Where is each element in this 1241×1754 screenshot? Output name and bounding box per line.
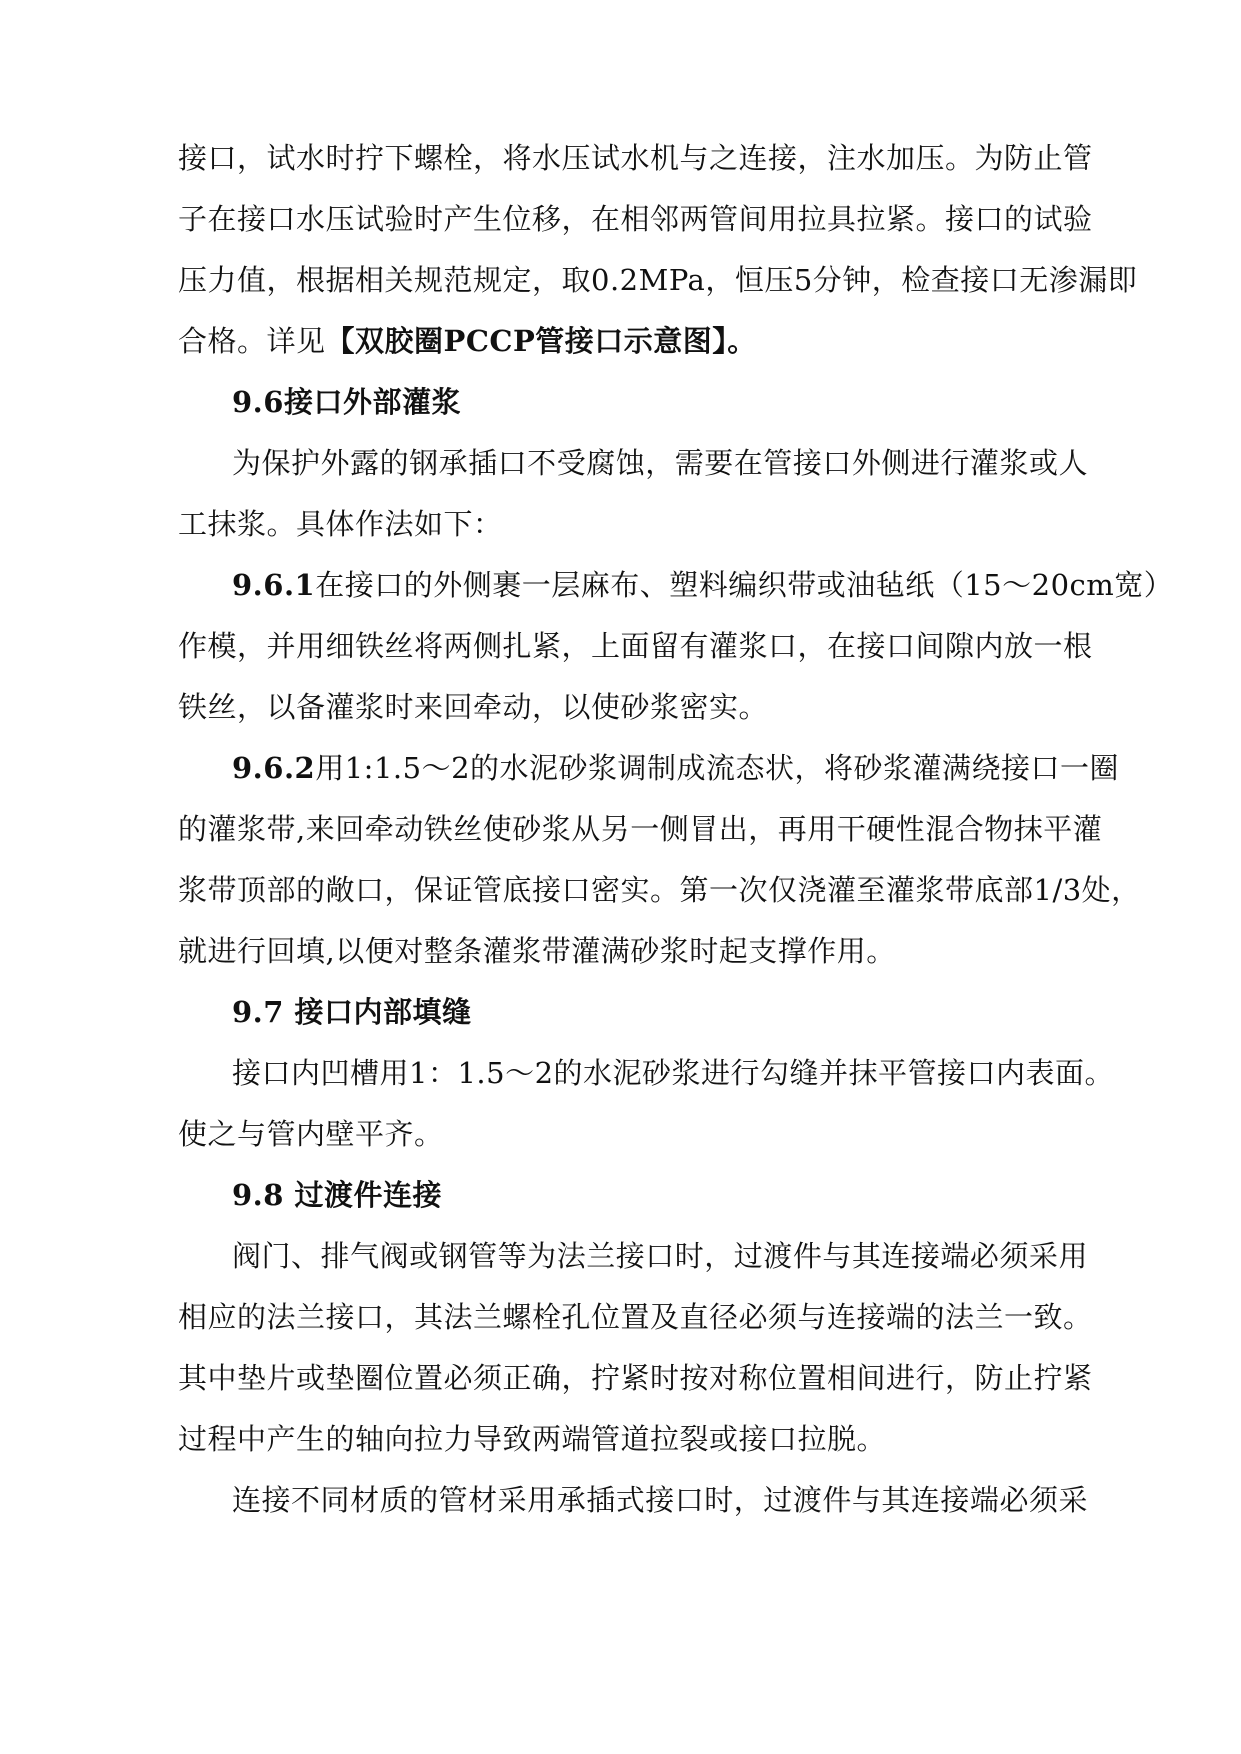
section-heading-9-7: 9.7 接口内部填缝 bbox=[232, 995, 472, 1029]
para1-line4 bbox=[178, 321, 1088, 361]
para5-line1: 连接不同材质的管材采用承插式接口时，过渡件与其连接端必须采 bbox=[232, 1483, 1088, 1517]
para961-line2: 作模，并用细铁丝将两侧扎紧，上面留有灌浆口，在接口间隙内放一根 bbox=[178, 629, 1093, 663]
para962-line2: 的灌浆带,来回牵动铁丝使砂浆从另一侧冒出，再用干硬性混合物抹平灌 bbox=[178, 812, 1103, 846]
para4-line2: 相应的法兰接口，其法兰螺栓孔位置及直径必须与连接端的法兰一致。 bbox=[178, 1300, 1093, 1334]
section-heading-9-6: 9.6接口外部灌浆 bbox=[232, 385, 461, 419]
para4-line3: 其中垫片或垫圈位置必须正确，拧紧时按对称位置相间进行，防止拧紧 bbox=[178, 1361, 1093, 1395]
para961-line1-text: 在接口的外侧裹一层麻布、塑料编织带或油毡纸（15～20cm宽） bbox=[315, 568, 1174, 602]
para2-line2: 工抹浆。具体作法如下： bbox=[178, 507, 503, 541]
para3-line2: 使之与管内壁平齐。 bbox=[178, 1117, 444, 1151]
figure-reference: 【双胶圈PCCP管接口示意图】。 bbox=[325, 324, 757, 358]
para1-line4-text: 合格。详见 bbox=[178, 324, 326, 358]
para1-line3: 压力值，根据相关规范规定，取0.2MPa，恒压5分钟，检查接口无渗漏即 bbox=[178, 263, 1138, 297]
clause-number-9-6-2: 9.6.2 bbox=[232, 751, 316, 785]
para962-line1 bbox=[232, 748, 1120, 788]
para1-line1: 接口，试水时拧下螺栓，将水压试水机与之连接，注水加压。为防止管 bbox=[178, 141, 1093, 175]
para962-line3: 浆带顶部的敞口，保证管底接口密实。第一次仅浇灌至灌浆带底部1/3处， bbox=[178, 873, 1141, 907]
para961-line1 bbox=[232, 565, 1174, 605]
para2-line1: 为保护外露的钢承插口不受腐蚀，需要在管接口外侧进行灌浆或人 bbox=[232, 446, 1088, 480]
para1-line2: 子在接口水压试验时产生位移，在相邻两管间用拉具拉紧。接口的试验 bbox=[178, 202, 1093, 236]
section-heading-9-8: 9.8 过渡件连接 bbox=[232, 1178, 443, 1212]
para961-line3: 铁丝，以备灌浆时来回牵动，以使砂浆密实。 bbox=[178, 690, 769, 724]
para4-line1: 阀门、排气阀或钢管等为法兰接口时，过渡件与其连接端必须采用 bbox=[232, 1239, 1088, 1273]
para962-line4: 就进行回填,以便对整条灌浆带灌满砂浆时起支撑作用。 bbox=[178, 934, 896, 968]
clause-number-9-6-1: 9.6.1 bbox=[232, 568, 316, 602]
para962-line1-text: 用1:1.5～2的水泥砂浆调制成流态状，将砂浆灌满绕接口一圈 bbox=[315, 751, 1120, 785]
para4-line4: 过程中产生的轴向拉力导致两端管道拉裂或接口拉脱。 bbox=[178, 1422, 887, 1456]
para3-line1: 接口内凹槽用1：1.5～2的水泥砂浆进行勾缝并抹平管接口内表面。 bbox=[232, 1056, 1115, 1090]
